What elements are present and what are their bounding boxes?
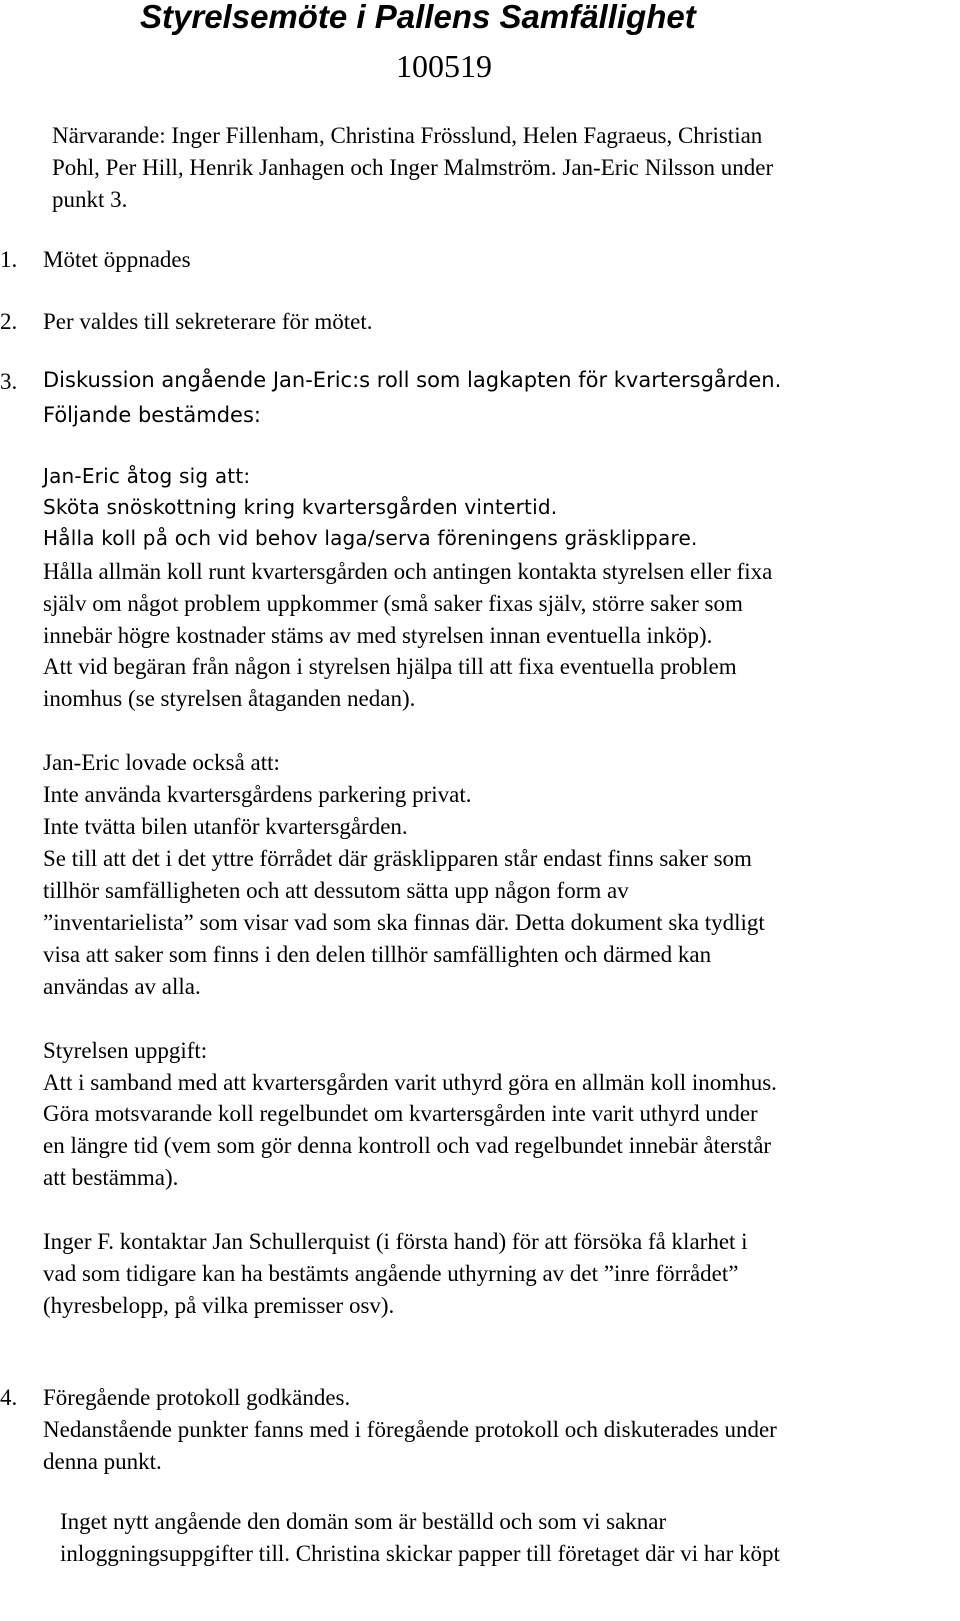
promise-line: Jan-Eric lovade också att: — [43, 750, 280, 775]
board-line: en längre tid (vem som gör denna kontroll och vad regelbundet innebär återstår — [43, 1133, 772, 1158]
promise-line: Inte tvätta bilen utanför kvartersgården. — [43, 814, 408, 839]
decided-label: Följande bestämdes: — [43, 403, 261, 427]
attendees-line: Närvarande: Inger Fillenham, Christina Frösslund, Helen Fagraeus, Christian — [52, 123, 763, 148]
domain-line: inloggningsuppgifter till. Christina skickar papper till företaget där vi har köpt — [60, 1541, 780, 1566]
task-line: Att vid begäran från någon i styrelsen hjälpa till att fixa eventuella problem — [43, 654, 737, 679]
task-line: Hålla koll på och vid behov laga/serva föreningens gräsklippare. — [43, 526, 698, 550]
inger-line: Inger F. kontaktar Jan Schullerquist (i första hand) för att försöka få klarhet i — [43, 1229, 748, 1254]
promise-line: visa att saker som finns i den delen tillhör samfällighten och därmed kan — [43, 942, 712, 967]
item-number: 1. — [0, 247, 18, 272]
task-line: inomhus (se styrelsen åtaganden nedan). — [43, 686, 416, 711]
meeting-date: 100519 — [396, 48, 492, 84]
board-line: Styrelsen uppgift: — [43, 1038, 208, 1063]
promise-line: användas av alla. — [43, 974, 201, 999]
item-text: Föregående protokoll godkändes. — [43, 1385, 351, 1410]
attendees-line: Pohl, Per Hill, Henrik Janhagen och Inger Malmström. Jan-Eric Nilsson under — [52, 155, 774, 180]
board-line: att bestämma). — [43, 1165, 179, 1190]
promise-line: Se till att det i det yttre förrådet där gräsklipparen står endast finns saker som — [43, 846, 752, 871]
promise-line: ”inventarielista” som visar vad som ska finnas där. Detta dokument ska tydligt — [43, 910, 765, 935]
item-number: 2. — [0, 309, 18, 334]
document-title: Styrelsemöte i Pallens Samfällighet — [140, 0, 696, 35]
promise-line: tillhör samfälligheten och att dessutom sätta upp någon form av — [43, 878, 629, 903]
board-line: Göra motsvarande koll regelbundet om kvartersgården inte varit uthyrd under — [43, 1101, 758, 1126]
item-line: denna punkt. — [43, 1449, 162, 1474]
task-line: innebär högre kostnader stäms av med styrelsen innan eventuella inköp). — [43, 623, 713, 648]
janeric-intro: Jan-Eric åtog sig att: — [43, 464, 251, 488]
task-line: Hålla allmän koll runt kvartersgården och antingen kontakta styrelsen eller fixa — [43, 559, 773, 584]
board-line: Att i samband med att kvartersgården varit uthyrd göra en allmän koll inomhus. — [43, 1070, 777, 1095]
task-line: Sköta snöskottning kring kvartersgården vintertid. — [43, 495, 558, 519]
domain-line: Inget nytt angående den domän som är beställd och som vi saknar — [60, 1509, 667, 1534]
attendees-line: punkt 3. — [52, 187, 128, 212]
item-line: Nedanstående punkter fanns med i föregående protokoll och diskuterades under — [43, 1417, 777, 1442]
inger-line: (hyresbelopp, på vilka premisser osv). — [43, 1293, 395, 1318]
item-text: Mötet öppnades — [43, 247, 191, 272]
item-number: 3. — [0, 369, 18, 394]
promise-line: Inte använda kvartersgårdens parkering privat. — [43, 782, 472, 807]
item-heading: Diskussion angående Jan-Eric:s roll som lagkapten för kvartersgården. — [43, 368, 782, 392]
item-number: 4. — [0, 1385, 18, 1410]
item-text: Per valdes till sekreterare för mötet. — [43, 309, 373, 334]
task-line: själv om något problem uppkommer (små saker fixas själv, större saker som — [43, 591, 743, 616]
inger-line: vad som tidigare kan ha bestämts angående uthyrning av det ”inre förrådet” — [43, 1261, 739, 1286]
